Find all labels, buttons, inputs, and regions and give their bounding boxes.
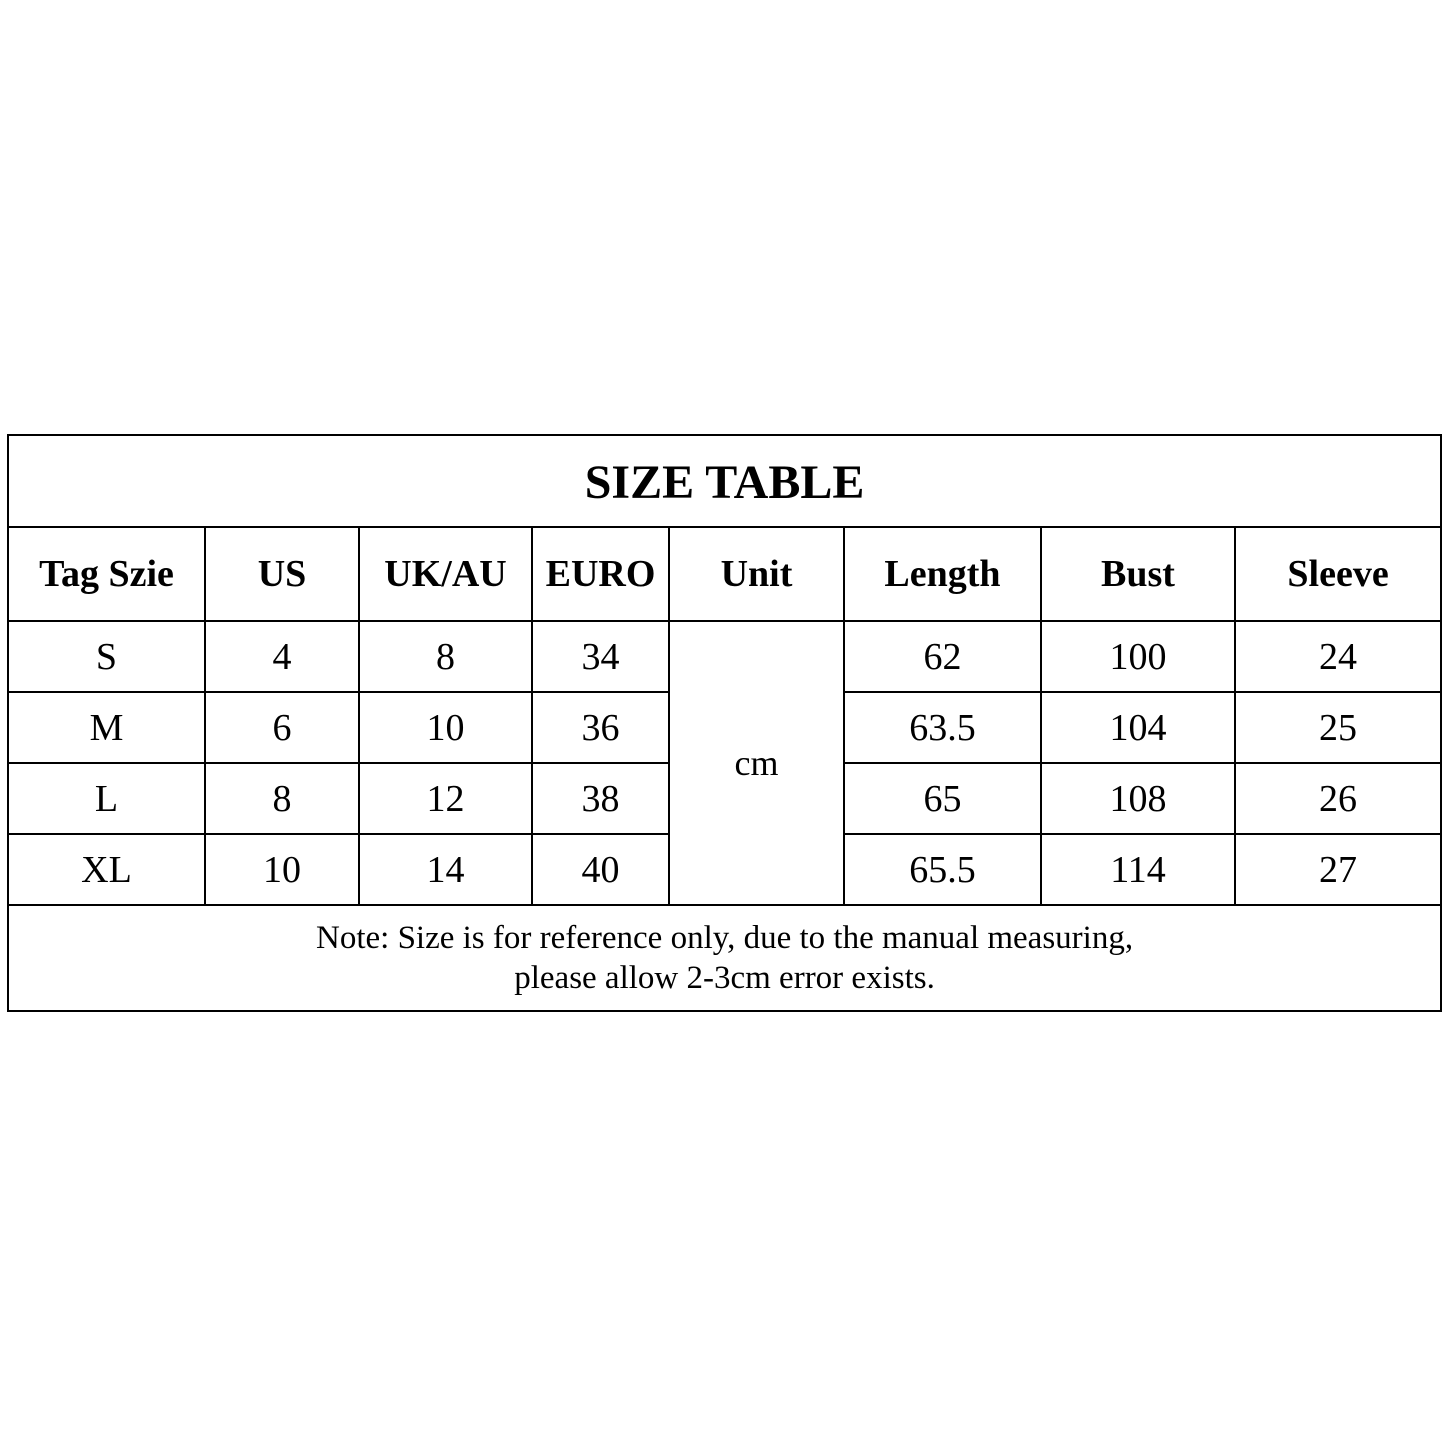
cell-bust: 104 xyxy=(1041,692,1235,763)
cell-length: 65.5 xyxy=(844,834,1041,905)
cell-unit: cm xyxy=(669,621,844,905)
header-us: US xyxy=(205,527,359,621)
cell-uk-au: 10 xyxy=(359,692,532,763)
size-table xyxy=(7,434,1442,1012)
note-line-1: Note: Size is for reference only, due to the manual measuring, xyxy=(316,920,1134,956)
cell-euro: 36 xyxy=(532,692,669,763)
cell-uk-au: 14 xyxy=(359,834,532,905)
cell-bust: 108 xyxy=(1041,763,1235,834)
cell-us: 6 xyxy=(205,692,359,763)
header-sleeve: Sleeve xyxy=(1235,527,1441,621)
header-uk-au: UK/AU xyxy=(359,527,532,621)
cell-uk-au: 8 xyxy=(359,621,532,692)
note-row xyxy=(8,905,1441,1011)
table-row xyxy=(8,621,1441,692)
header-row xyxy=(8,527,1441,621)
cell-us: 8 xyxy=(205,763,359,834)
cell-tag-size: L xyxy=(8,763,205,834)
cell-bust: 100 xyxy=(1041,621,1235,692)
cell-length: 65 xyxy=(844,763,1041,834)
header-unit: Unit xyxy=(669,527,844,621)
header-length: Length xyxy=(844,527,1041,621)
table-title: SIZE TABLE xyxy=(8,435,1441,527)
cell-uk-au: 12 xyxy=(359,763,532,834)
cell-sleeve: 27 xyxy=(1235,834,1441,905)
title-row xyxy=(8,435,1441,527)
cell-bust: 114 xyxy=(1041,834,1235,905)
cell-us: 4 xyxy=(205,621,359,692)
cell-length: 63.5 xyxy=(844,692,1041,763)
header-euro: EURO xyxy=(532,527,669,621)
cell-sleeve: 25 xyxy=(1235,692,1441,763)
cell-euro: 38 xyxy=(532,763,669,834)
cell-tag-size: XL xyxy=(8,834,205,905)
cell-euro: 40 xyxy=(532,834,669,905)
cell-sleeve: 24 xyxy=(1235,621,1441,692)
header-tag-size: Tag Szie xyxy=(8,527,205,621)
cell-sleeve: 26 xyxy=(1235,763,1441,834)
cell-tag-size: M xyxy=(8,692,205,763)
note-line-2: please allow 2-3cm error exists. xyxy=(514,960,935,996)
cell-length: 62 xyxy=(844,621,1041,692)
cell-tag-size: S xyxy=(8,621,205,692)
header-bust: Bust xyxy=(1041,527,1235,621)
cell-euro: 34 xyxy=(532,621,669,692)
cell-us: 10 xyxy=(205,834,359,905)
size-note xyxy=(8,905,1441,1011)
